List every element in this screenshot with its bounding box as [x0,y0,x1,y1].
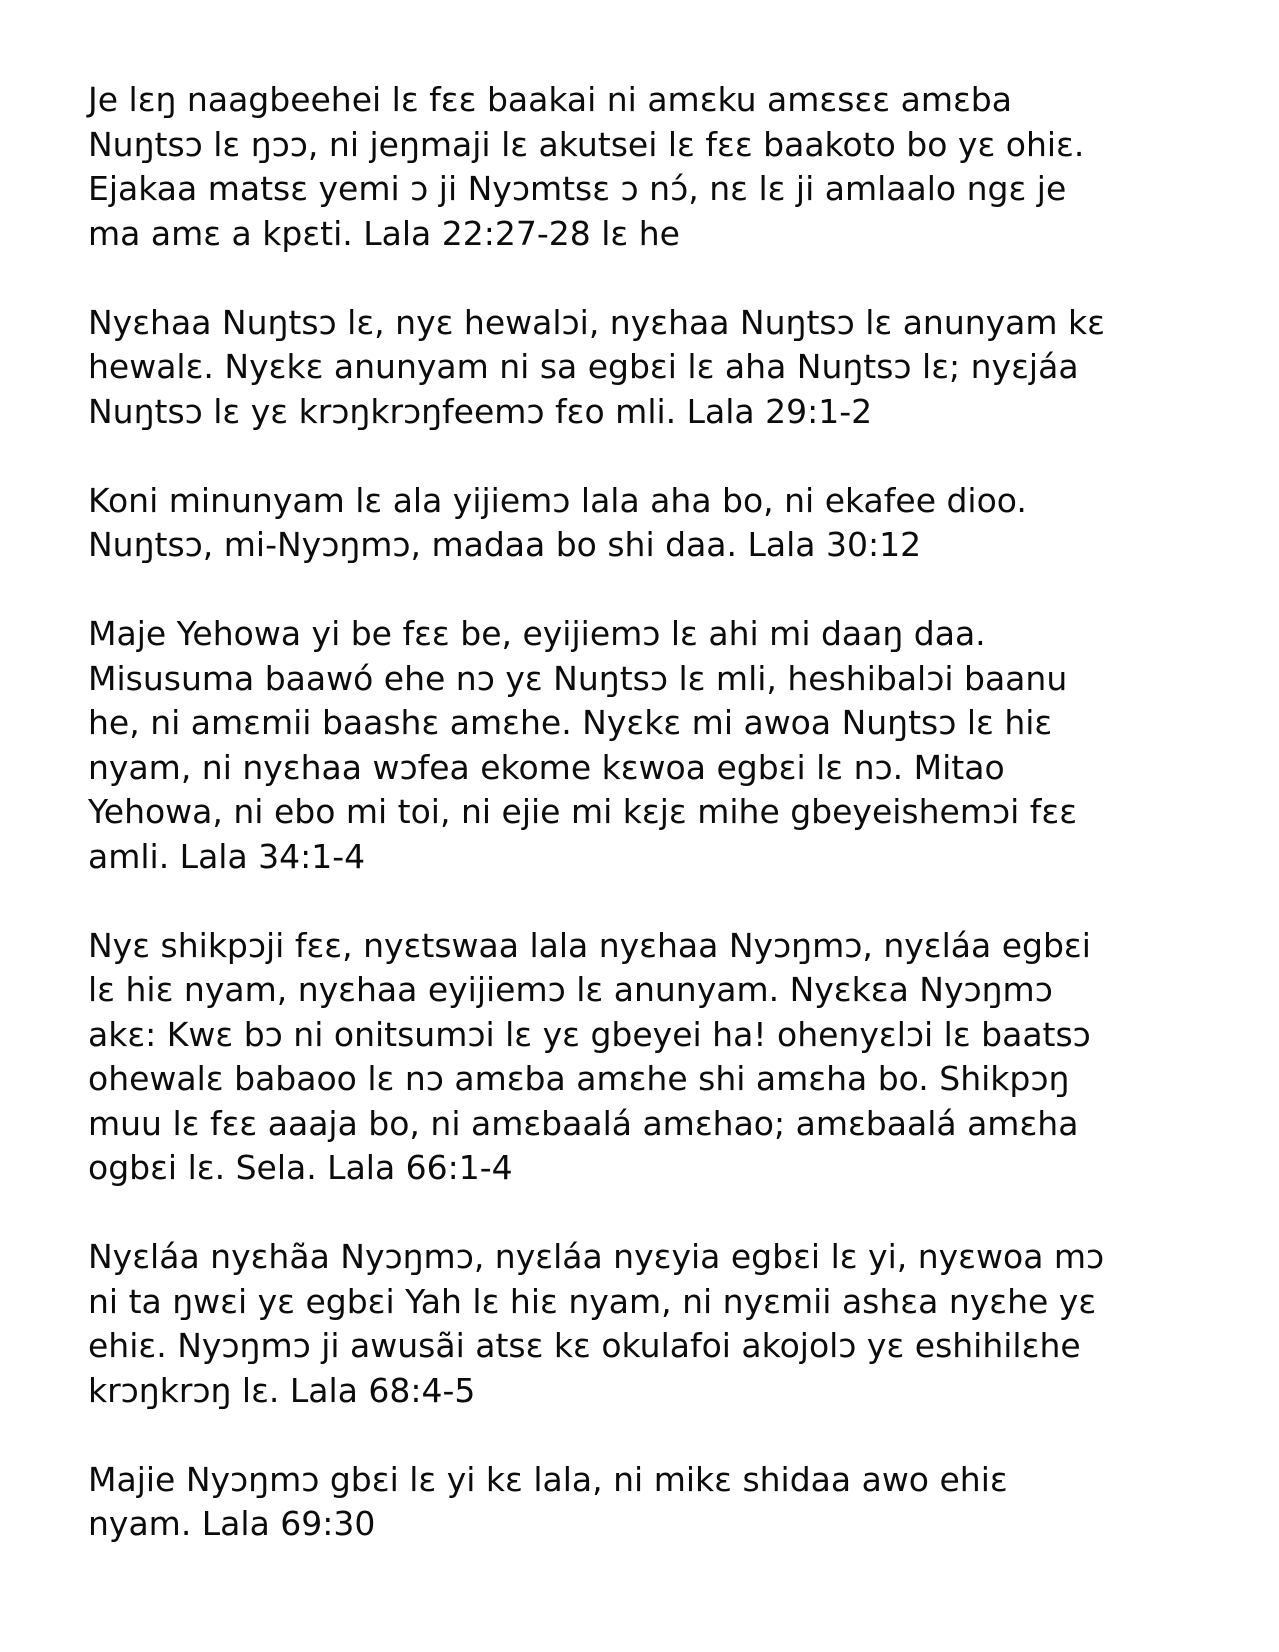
text-line: krɔŋkrɔŋ lɛ. Lala 68:4-5 [88,1370,476,1410]
text-line: Ejakaa matsɛ yemi ɔ ji Nyɔmtsɛ ɔ nɔ́, nɛ lɛ ji amlaalo ngɛ je [88,169,1067,208]
text-line: ma amɛ a kpɛti. Lala 22:27-28 lɛ he [88,213,680,253]
text-line: ogbɛi lɛ. Sela. Lala 66:1-4 [88,1148,513,1187]
text-line: amli. Lala 34:1-4 [88,836,366,876]
text-line: Nyɛláa nyɛhãa Nyɔŋmɔ, nyɛláa nyɛyia egbɛi lɛ yi, nyɛwoa mɔ [88,1237,1105,1276]
text-line: Nyɛhaa Nuŋtsɔ lɛ, nyɛ hewalɔi, nyɛhaa Nuŋtsɔ lɛ anunyam kɛ [88,302,1105,342]
text-line: Nuŋtsɔ lɛ yɛ krɔŋkrɔŋfeemɔ fɛo mli. Lala 29:1-2 [88,391,873,431]
text-line: Yehowa, ni ebo mi toi, ni ejie mi kɛjɛ mihe gbeyeishemɔi fɛɛ [88,792,1078,831]
text-line: nyam. Lala 69:30 [88,1504,376,1543]
paragraph-lala-22 [88,78,1198,256]
text-line: hewalɛ. Nyɛkɛ anunyam ni sa egbɛi lɛ aha Nuŋtsɔ lɛ; nyɛjáa [88,347,1079,386]
text-line: Nuŋtsɔ lɛ ŋɔɔ, ni jeŋmaji lɛ akutsei lɛ fɛɛ baakoto bo yɛ ohiɛ. [88,124,1085,164]
text-line: ni ta ŋwɛi yɛ egbɛi Yah lɛ hiɛ nyam, ni nyɛmii ashɛa nyɛhe yɛ [88,1281,1097,1321]
paragraph-lala-29 [88,301,1198,435]
text-line: Nyɛ shikpɔji fɛɛ, nyɛtswaa lala nyɛhaa Nyɔŋmɔ, nyɛláa egbɛi [88,925,1091,965]
text-line: Koni minunyam lɛ ala yijiemɔ lala aha bo, ni ekafee dioo. [88,480,1027,520]
paragraph-lala-68 [88,1235,1198,1413]
paragraph-lala-34 [88,612,1198,879]
paragraph-lala-30 [88,479,1198,568]
text-line: Majie Nyɔŋmɔ gbɛi lɛ yi kɛ lala, ni mikɛ shidaa awo ehiɛ [88,1459,1008,1499]
text-line: ohewalɛ babaoo lɛ nɔ amɛba amɛhe shi amɛha bo. Shikpɔŋ [88,1059,1070,1098]
text-line: muu lɛ fɛɛ aaaja bo, ni amɛbaalá amɛhao; amɛbaalá amɛha [88,1103,1079,1143]
paragraph-lala-69 [88,1458,1198,1547]
text-line: Nuŋtsɔ, mi-Nyɔŋmɔ, madaa bo shi daa. Lala 30:12 [88,525,922,564]
text-line: nyam, ni nyɛhaa wɔfea ekome kɛwoa egbɛi lɛ nɔ. Mitao [88,747,1005,787]
text-line: Maje Yehowa yi be fɛɛ be, eyijiemɔ lɛ ahi mi daaŋ daa. [88,614,986,653]
paragraph-lala-66 [88,924,1198,1191]
text-line: Misusuma baawó ehe nɔ yɛ Nuŋtsɔ lɛ mli, heshibalɔi baanu [88,658,1068,698]
text-line: ehiɛ. Nyɔŋmɔ ji awusãi atsɛ kɛ okulafoi akojolɔ yɛ eshihilɛhe [88,1326,1081,1365]
text-line: he, ni amɛmii baashɛ amɛhe. Nyɛkɛ mi awoa Nuŋtsɔ lɛ hiɛ [88,703,1053,742]
text-line: Je lɛŋ naagbeehei lɛ fɛɛ baakai ni amɛku amɛsɛɛ amɛba [88,80,1012,119]
document-page [88,78,1198,1591]
text-line: lɛ hiɛ nyam, nyɛhaa eyijiemɔ lɛ anunyam. Nyɛkɛa Nyɔŋmɔ [88,970,1053,1009]
text-line: akɛ: Kwɛ bɔ ni onitsumɔi lɛ yɛ gbeyei ha! ohenyɛlɔi lɛ baatsɔ [88,1014,1091,1054]
